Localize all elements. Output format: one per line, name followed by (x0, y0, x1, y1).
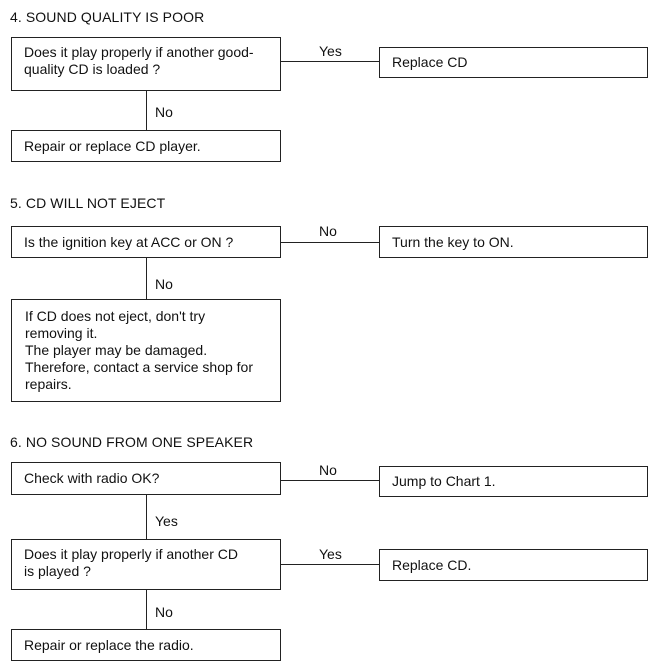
s4-repair-text: Repair or replace CD player. (24, 137, 201, 154)
s4-replace-cd-box (379, 47, 648, 78)
s5-no-down-label: No (155, 276, 173, 292)
s6-yes2-connector (281, 564, 379, 565)
s6-no2-label: No (155, 604, 173, 620)
section-5-title: 5. CD WILL NOT EJECT (10, 195, 166, 211)
s5-no-down-connector (146, 258, 147, 299)
s6-yes-label: Yes (155, 513, 178, 529)
s4-no-connector (146, 91, 147, 130)
section-4-title: 4. SOUND QUALITY IS POOR (10, 9, 205, 25)
s6-yes-connector (146, 495, 147, 539)
s6-question2-text: Does it play properly if another CD is played ? (24, 546, 238, 579)
s6-repair-radio-text: Repair or replace the radio. (24, 636, 194, 653)
s5-advice-text: If CD does not eject, don't try removing it. The player may be damaged. Therefore, contact a service shop for repairs. (25, 308, 253, 392)
s4-replace-cd-text: Replace CD (392, 54, 468, 70)
s6-no2-connector (146, 590, 147, 629)
s5-turn-key-text: Turn the key to ON. (392, 233, 514, 250)
section-6-title: 6. NO SOUND FROM ONE SPEAKER (10, 434, 254, 450)
s6-question-text: Check with radio OK? (24, 470, 160, 486)
s4-no-label: No (155, 104, 173, 120)
s6-repair-radio-box (11, 629, 281, 661)
s6-jump-box (379, 466, 648, 497)
s5-turn-key-box (379, 226, 648, 258)
s6-jump-text: Jump to Chart 1. (392, 473, 496, 489)
s5-question-box (11, 226, 281, 258)
s4-question-text: Does it play properly if another good- quality CD is loaded ? (24, 44, 254, 77)
s6-question2-box (11, 539, 281, 590)
s4-yes-label: Yes (319, 43, 342, 59)
s4-question-box (11, 37, 281, 91)
s6-no-label: No (319, 462, 337, 478)
s6-replace-cd-text: Replace CD. (392, 556, 472, 573)
s6-yes2-label: Yes (319, 546, 342, 562)
s4-repair-box (11, 130, 281, 162)
s6-no-connector (281, 480, 379, 481)
s4-yes-connector (281, 61, 379, 62)
s6-replace-cd-box (379, 549, 648, 581)
s5-question-text: Is the ignition key at ACC or ON ? (24, 233, 234, 250)
s6-question-box (11, 462, 281, 495)
s5-no-side-connector (281, 242, 379, 243)
s5-advice-box (11, 299, 281, 402)
s5-no-side-label: No (319, 223, 337, 239)
